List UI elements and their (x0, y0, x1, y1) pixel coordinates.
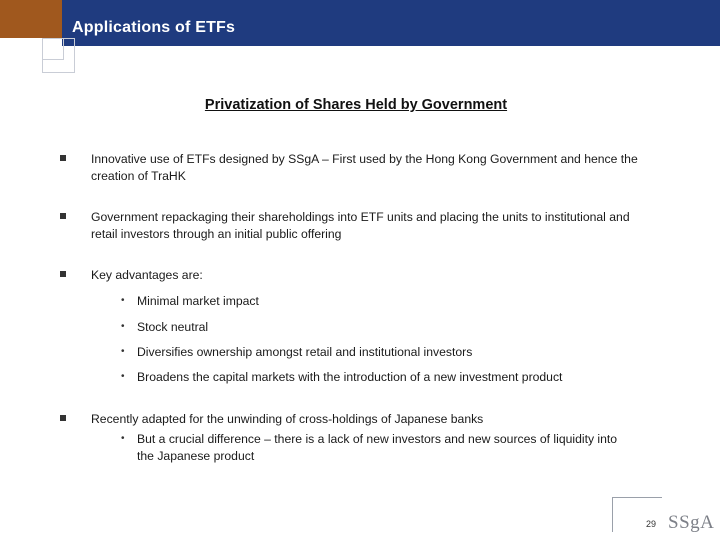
sub-bullet-text: Minimal market impact (137, 294, 259, 308)
header-accent-block (0, 0, 62, 38)
slide-title: Privatization of Shares Held by Government (204, 97, 508, 113)
bullet-square-icon (60, 271, 66, 277)
bullet-square-icon (60, 155, 66, 161)
bullet-square-icon (60, 415, 66, 421)
sub-bullet-text: Broadens the capital markets with the introduction of a new investment product (137, 370, 563, 384)
bullet-text: Key advantages are: (91, 268, 203, 282)
bullet-text: Innovative use of ETFs designed by SSgA – First used by the Hong Kong Government and hence the creation of TraHK (91, 152, 638, 183)
sub-bullet-text: Stock neutral (137, 320, 209, 334)
bullet-square-icon (60, 213, 66, 219)
sub-bullet-text: Diversifies ownership amongst retail and institutional investors (137, 345, 473, 359)
sub-bullet-dot-icon: • (121, 371, 125, 382)
brand-logo: SSgA (668, 512, 715, 533)
sub-bullet-dot-icon: • (121, 295, 125, 306)
sub-bullet-dot-icon: • (121, 346, 125, 357)
page-number: 29 (645, 519, 656, 529)
sub-bullet-dot-icon: • (121, 321, 125, 332)
sub-bullet-text: But a crucial difference – there is a lack of new investors and new sources of liquidity into the Japanese product (137, 432, 618, 463)
header-title: Applications of ETFs (72, 19, 236, 36)
bullet-text: Recently adapted for the unwinding of cross-holdings of Japanese banks (91, 412, 484, 426)
bullet-text: Government repackaging their shareholdings into ETF units and placing the units to institutional and retail investors through an initial public offering (91, 210, 630, 241)
decorative-square-inner (42, 38, 64, 60)
sub-bullet-dot-icon: • (121, 433, 125, 444)
